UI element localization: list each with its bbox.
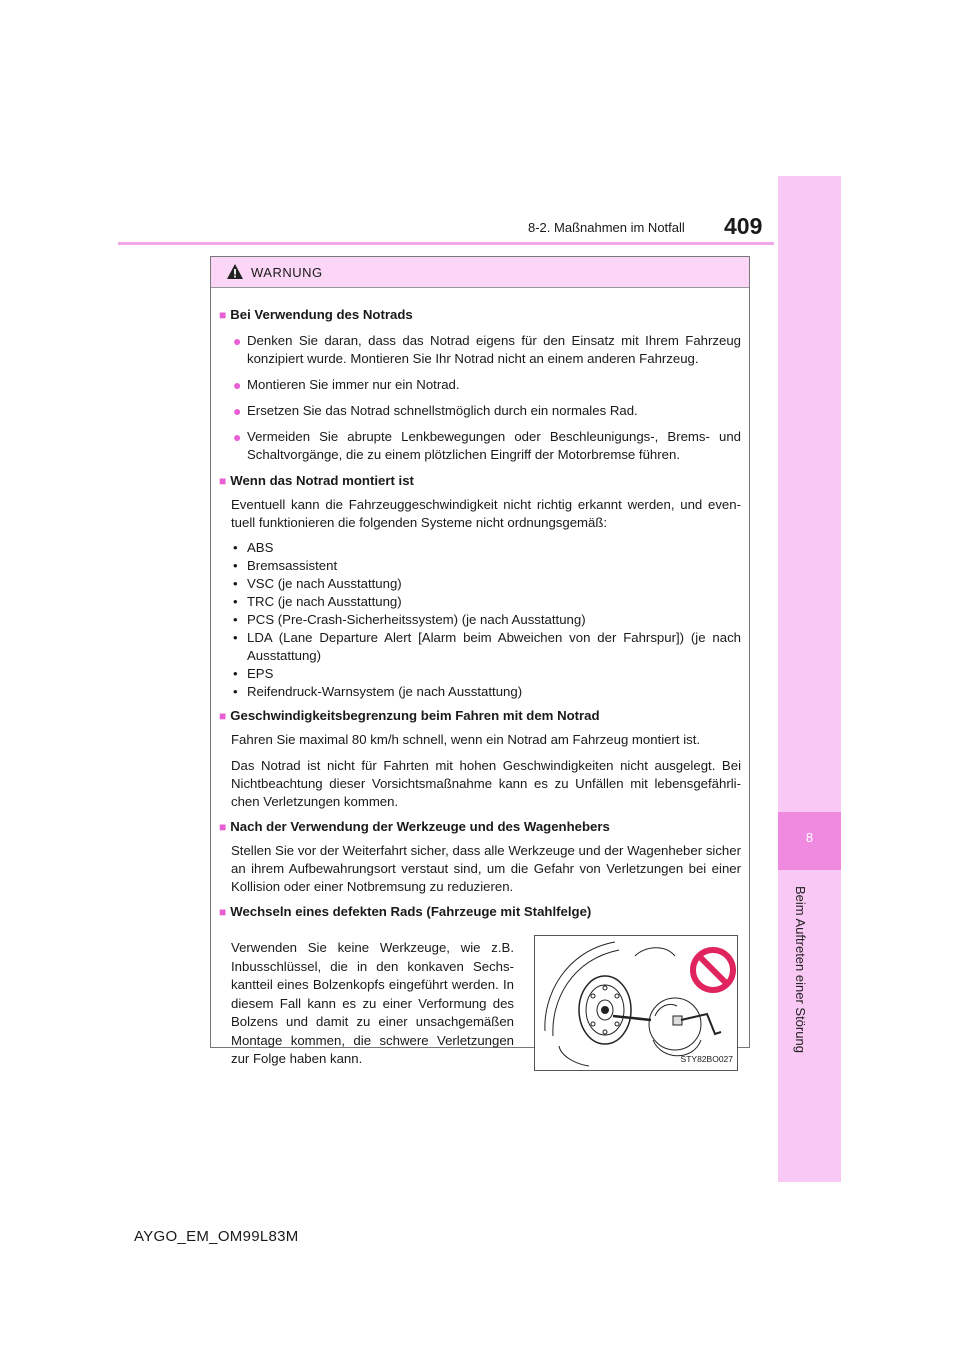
heading-text: Bei Verwendung des Notrads bbox=[230, 307, 413, 322]
wheel-illustration bbox=[534, 935, 738, 1071]
circle-bullet-icon: ● bbox=[233, 377, 242, 393]
heading-text: Nach der Verwendung der Werkzeuge und des Wagenhebers bbox=[230, 819, 610, 834]
prohibition-icon bbox=[693, 950, 733, 990]
paragraph: Verwenden Sie keine Werkzeuge, wie z.B. Inbusschlüssel, die in den konkaven Sechskantteil eines Bolzenkopfs eingeführt werden. In diesem Fall kann es zu einer Verformung des Bolzens und damit zu einer unsachgemäßen Montage kommen, die schwere Verletzungen zur Folge haben kann. bbox=[231, 940, 514, 1066]
circle-bullet-icon: ● bbox=[233, 429, 242, 445]
heading-after-tools bbox=[219, 818, 741, 836]
list-item: • Bremsassistent bbox=[233, 558, 338, 573]
figure-code: STY82BO027 bbox=[680, 1054, 733, 1064]
paragraph: Stellen Sie vor der Weiterfahrt sicher, dass alle Werkzeuge und der Wagenheber sicher an ihrem Aufbewahrungsort verstaut sind, um die Gefahr von Verletzungen bei einer Kollision oder einer Notbremsung zu reduzieren. bbox=[231, 843, 741, 894]
list-item: • TRC (je nach Ausstattung) bbox=[233, 594, 402, 609]
bullet-text: Vermeiden Sie abrupte Lenkbewegungen oder Beschleunigungs-, Brems- und Schaltvorgänge, die zu einem plötzlichen Eingriff der Motorbremse führen. bbox=[247, 429, 741, 462]
bullet-item bbox=[235, 376, 741, 394]
paragraph: Das Notrad ist nicht für Fahrten mit hohen Geschwindigkeiten nicht ausgelegt. Bei Nichtbeachtung dieser Vorsichtsmaßnahme kann es zu Unfällen mit lebensgefährlichen Verletzungen kommen. bbox=[231, 758, 741, 809]
chapter-number: 8 bbox=[805, 830, 814, 845]
paragraph: Eventuell kann die Fahrzeuggeschwindigkeit nicht richtig erkannt werden, und eventuell funktionieren die folgenden Systeme nicht ordnungsgemäß: bbox=[231, 497, 741, 530]
bullet-item bbox=[235, 402, 741, 420]
circle-bullet-icon: ● bbox=[233, 403, 242, 419]
chapter-title: Beim Auftreten einer Störung bbox=[793, 886, 808, 1053]
bullet-item bbox=[235, 428, 741, 464]
list-item: • LDA (Lane Departure Alert [Alarm beim Abweichen von der Fahrspur]) (je nach Ausstattung) bbox=[233, 630, 741, 663]
footer-doc-code: AYGO_EM_OM99L83M bbox=[134, 1228, 299, 1245]
circle-bullet-icon: ● bbox=[233, 333, 242, 349]
square-bullet-icon: ■ bbox=[219, 308, 227, 322]
list-item: • EPS bbox=[233, 666, 274, 681]
square-bullet-icon: ■ bbox=[219, 474, 227, 488]
bullet-item bbox=[235, 332, 741, 368]
warning-title: WARNUNG bbox=[251, 265, 323, 280]
square-bullet-icon: ■ bbox=[219, 820, 227, 834]
bullet-text: Ersetzen Sie das Notrad schnellstmöglich durch ein normales Rad. bbox=[247, 403, 638, 418]
chapter-side-tab bbox=[778, 176, 841, 1182]
section-title: 8-2. Maßnahmen im Notfall bbox=[528, 220, 685, 235]
warning-box bbox=[210, 256, 750, 1066]
header-rule bbox=[118, 242, 774, 245]
heading-spare-tire-use bbox=[219, 306, 741, 324]
warning-header bbox=[211, 257, 749, 288]
list-item: • PCS (Pre-Crash-Sicherheitssystem) (je nach Ausstattung) bbox=[233, 612, 586, 627]
systems-list bbox=[219, 539, 741, 701]
list-item: • Reifendruck-Warnsystem (je nach Ausstattung) bbox=[233, 684, 523, 699]
heading-text: Wenn das Notrad montiert ist bbox=[230, 473, 414, 488]
figure-row bbox=[231, 935, 741, 1071]
warning-content bbox=[211, 288, 749, 1071]
heading-text: Wechseln eines defekten Rads (Fahrzeuge mit Stahlfelge) bbox=[230, 904, 592, 919]
square-bullet-icon: ■ bbox=[219, 905, 227, 919]
bullet-text: Denken Sie daran, dass das Notrad eigens für den Einsatz mit Ihrem Fahrzeug konzipiert wurde. Montieren Sie Ihr Notrad nicht an einem anderen Fahrzeug. bbox=[247, 333, 741, 366]
heading-text: Geschwindigkeitsbegrenzung beim Fahren mit dem Notrad bbox=[230, 708, 600, 723]
heading-spare-tire-mounted bbox=[219, 472, 741, 490]
bullet-text: Montieren Sie immer nur ein Notrad. bbox=[247, 377, 460, 392]
page-number: 409 bbox=[724, 213, 763, 239]
warning-triangle-icon bbox=[226, 263, 244, 280]
paragraph: Fahren Sie maximal 80 km/h schnell, wenn ein Notrad am Fahrzeug montiert ist. bbox=[231, 732, 701, 747]
heading-speed-limit bbox=[219, 707, 741, 725]
heading-change-wheel bbox=[219, 903, 741, 921]
list-item: • ABS bbox=[233, 540, 274, 555]
list-item: • VSC (je nach Ausstattung) bbox=[233, 576, 402, 591]
square-bullet-icon: ■ bbox=[219, 709, 227, 723]
